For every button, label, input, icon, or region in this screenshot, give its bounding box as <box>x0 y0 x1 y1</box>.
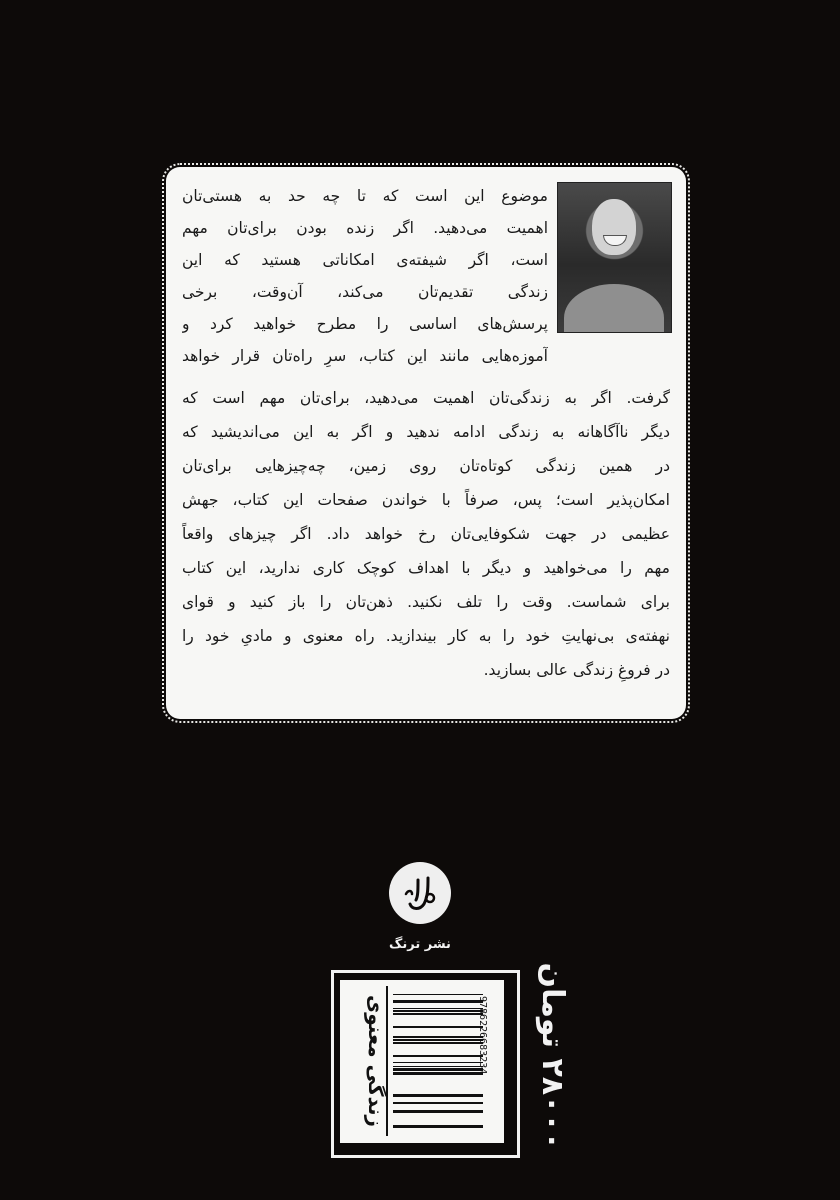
description-line: دیگر ناآگاهانه به زندگی ادامه ندهید و اگر به این می‌اندیشید که <box>182 423 670 441</box>
barcode-bar <box>393 1010 483 1012</box>
description-line: زندگی تقدیم‌تان می‌کند، آن‌وقت، برخی <box>182 283 548 301</box>
description-line: امکان‌پذیر است؛ پس، صرفاً با خواندن صفحات این کتاب، جهش <box>182 491 670 509</box>
description-line: عظیمی در جهت شکوفایی‌تان رخ خواهد داد. اگر چیزهای واقعاً <box>182 525 670 543</box>
barcode-bar <box>393 1072 483 1075</box>
description-line: آموزه‌هایی مانند این کتاب، سرِ راه‌تان قرار خواهد <box>182 347 548 365</box>
description-line: گرفت. اگر به زندگی‌تان اهمیت می‌دهید، برای‌تان مهم است که <box>182 389 670 407</box>
description-line: در همین زندگی کوتاه‌تان روی زمین، چه‌چیزهایی برای‌تان <box>182 457 670 475</box>
barcode-digits: 9786226683234 <box>477 996 488 1075</box>
barcode-bar <box>393 1042 483 1044</box>
barcode-bar <box>393 1036 483 1038</box>
barcode-bar <box>393 1110 483 1113</box>
barcode-bar <box>393 1068 483 1071</box>
barcode <box>393 990 483 1132</box>
barcode-bar <box>393 994 483 995</box>
barcode-bar <box>393 1026 483 1028</box>
description-line: نهفته‌ی بی‌نهایتِ خود را به کار بیندازید. راه معنوی و مادیِ خود را <box>182 627 670 645</box>
barcode-bar <box>393 1062 483 1063</box>
barcode-bar <box>393 1008 483 1009</box>
barcode-bar <box>393 1013 483 1015</box>
description-line: برای شماست. وقت را تلف نکنید. ذهن‌تان را باز کنید و قوای <box>182 593 670 611</box>
book-title: زندگی معنوی <box>364 994 388 1128</box>
publisher-logo-icon <box>398 872 442 916</box>
description-card <box>166 167 686 719</box>
author-photo <box>557 182 672 333</box>
description-line: است، اگر شیفته‌ی امکاناتی هستید که این <box>182 251 548 269</box>
publisher-name: نشر ترنگ <box>389 937 451 952</box>
author-photo-shoulders <box>564 284 664 333</box>
barcode-bar <box>393 1000 483 1003</box>
description-line: در فروغِ زندگی عالی بسازید. <box>483 661 670 679</box>
description-line: موضوع این است که تا چه حد به هستی‌تان <box>182 187 548 205</box>
author-photo-face <box>592 199 636 255</box>
barcode-bar <box>393 1055 483 1057</box>
barcode-bar <box>393 1094 483 1097</box>
barcode-bar <box>393 1125 483 1128</box>
description-line: مهم را می‌خواهید و دیگر با اهداف کوچک کاری ندارید، این کتاب <box>182 559 670 577</box>
price-label: ۲۸۰۰۰ تومان <box>535 962 570 1150</box>
description-line: اهمیت می‌دهید. اگر زنده بودن برای‌تان مهم <box>182 219 548 237</box>
barcode-bar <box>393 1039 483 1041</box>
barcode-bar <box>393 1102 483 1104</box>
barcode-bar <box>393 1066 483 1067</box>
description-line: پرسش‌های اساسی را مطرح خواهید کرد و <box>182 315 548 333</box>
